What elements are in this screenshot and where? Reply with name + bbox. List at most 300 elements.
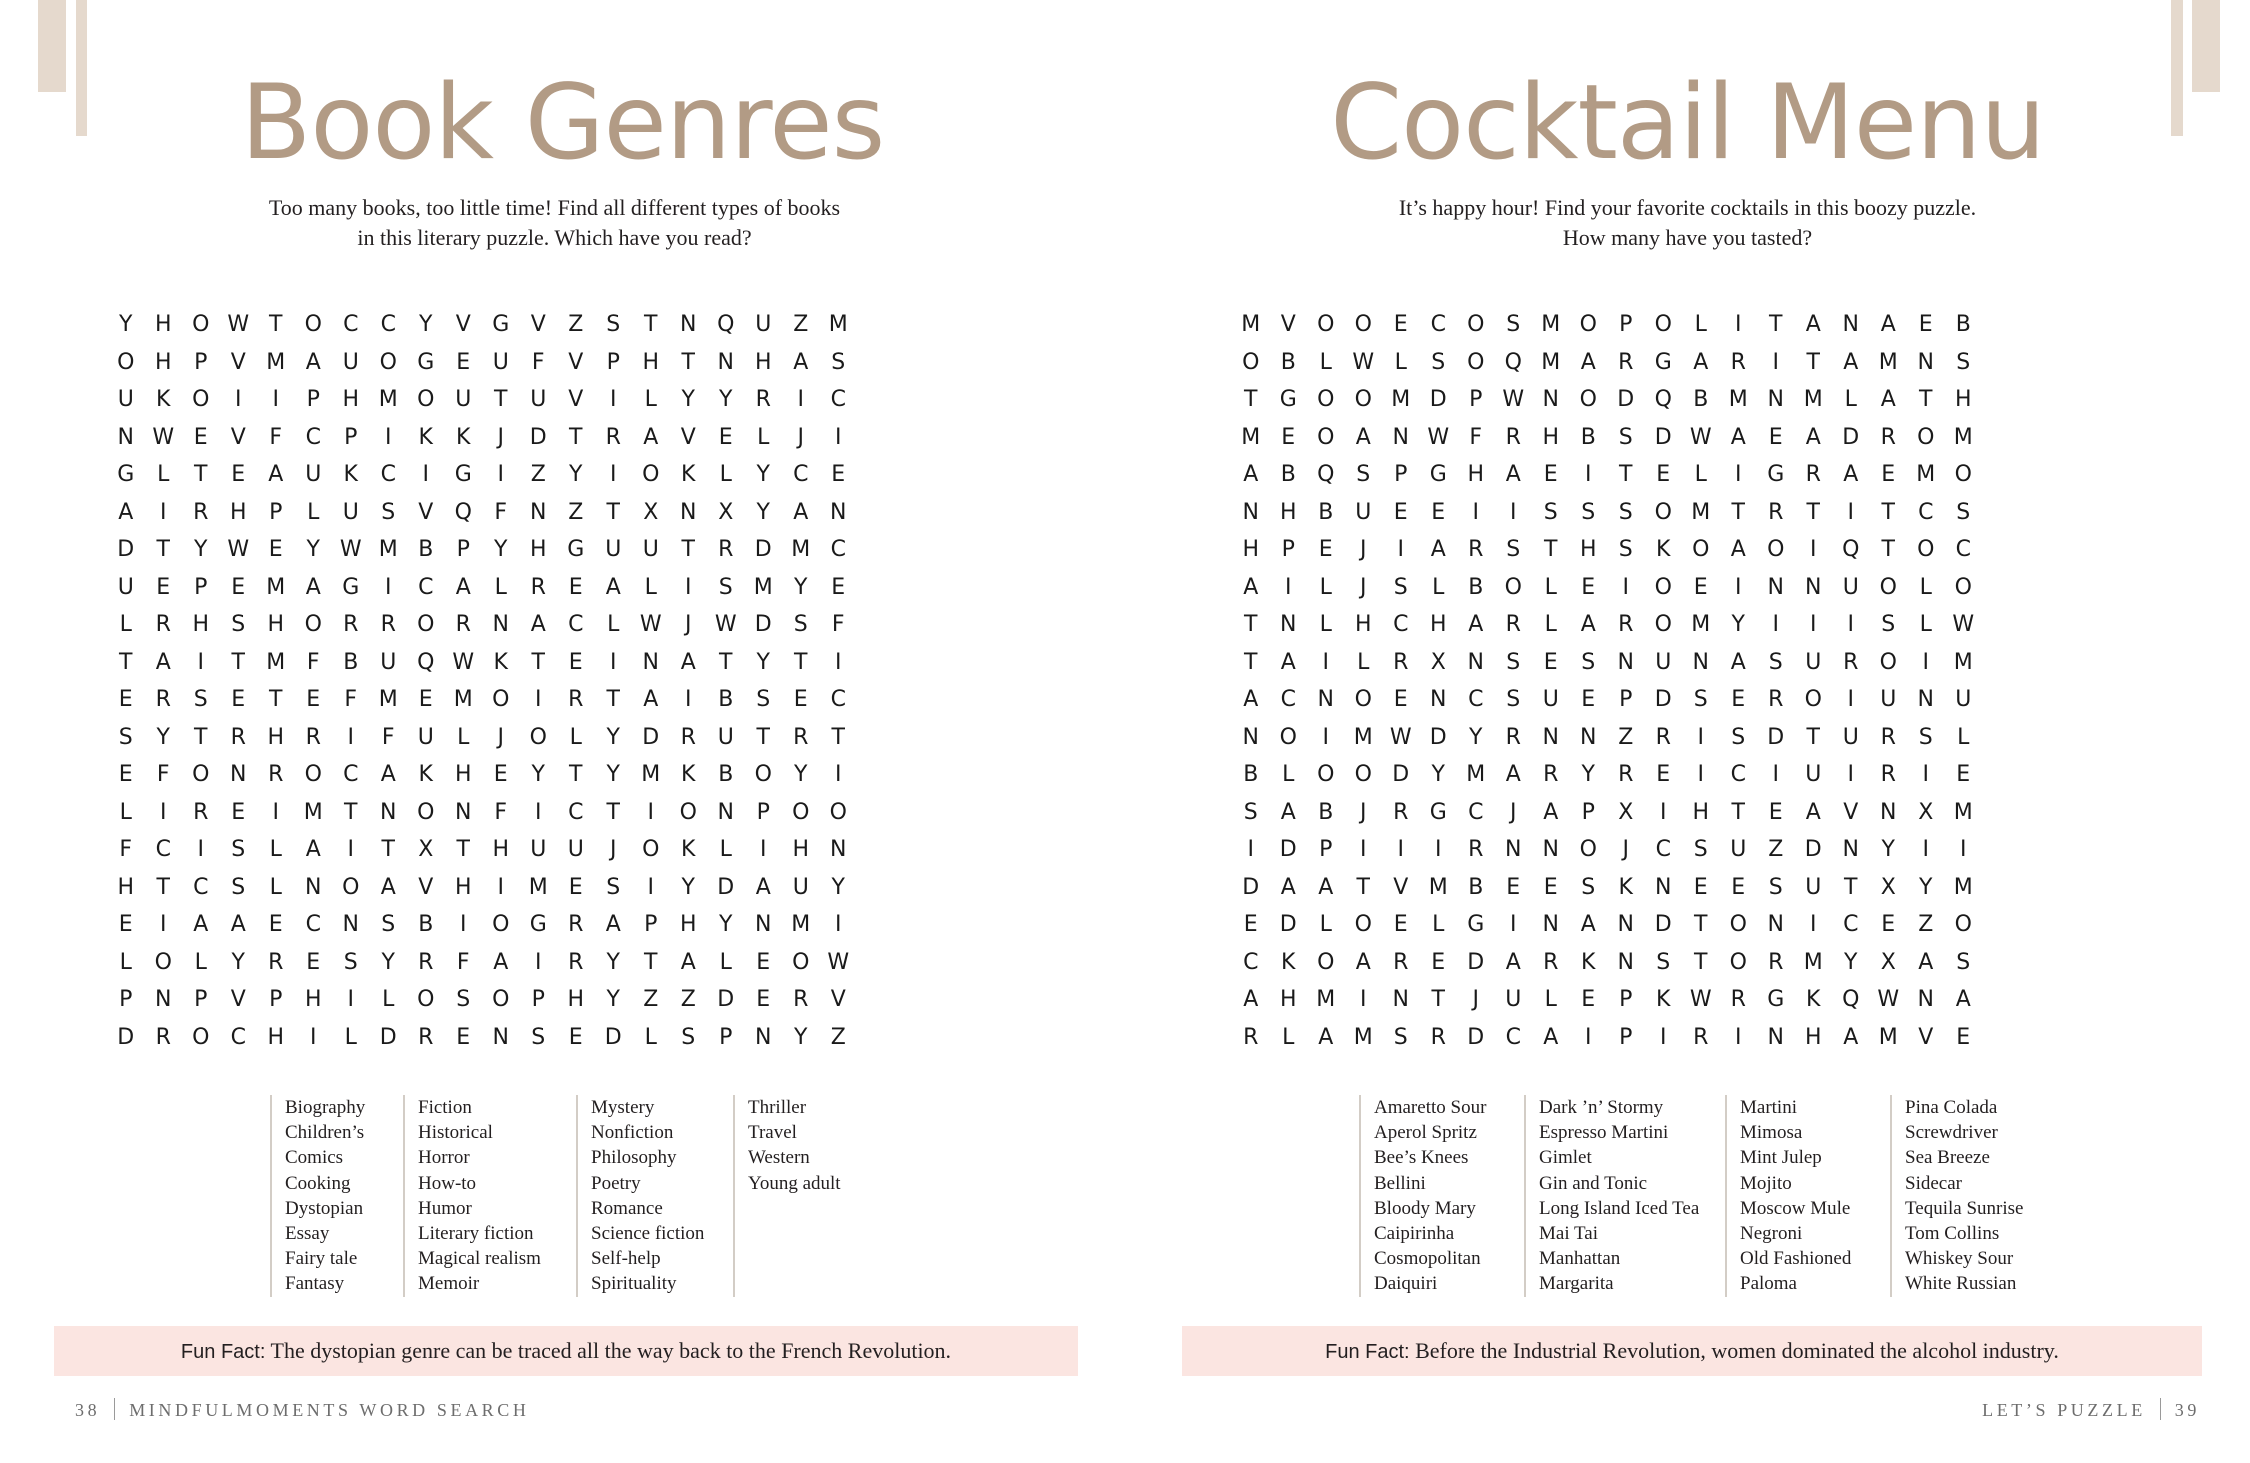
grid-letter[interactable]: W — [1502, 387, 1525, 412]
grid-letter[interactable]: O — [492, 987, 510, 1012]
grid-letter[interactable]: Q — [717, 312, 735, 337]
grid-letter[interactable]: F — [531, 349, 545, 375]
grid-letter[interactable]: M — [1391, 387, 1411, 412]
grid-letter[interactable]: X — [718, 499, 734, 525]
grid-letter[interactable]: U — [1880, 687, 1897, 712]
grid-letter[interactable]: C — [1430, 312, 1446, 337]
grid-letter[interactable]: I — [1735, 312, 1742, 337]
grid-letter[interactable]: O — [1579, 837, 1597, 862]
grid-letter[interactable]: G — [117, 462, 135, 487]
grid-letter[interactable]: C — [830, 537, 846, 562]
grid-letter[interactable]: E — [1543, 649, 1558, 675]
grid-letter[interactable]: R — [418, 949, 434, 975]
grid-letter[interactable]: H — [679, 912, 697, 937]
grid-letter[interactable]: O — [1354, 687, 1372, 712]
grid-letter[interactable]: O — [417, 799, 435, 825]
grid-letter[interactable]: M — [1691, 612, 1711, 637]
grid-letter[interactable]: I — [685, 687, 692, 712]
grid-letter[interactable]: D — [1467, 949, 1485, 975]
grid-letter[interactable]: T — [269, 687, 283, 712]
grid-letter[interactable]: A — [155, 649, 171, 675]
grid-letter[interactable]: E — [756, 987, 771, 1012]
grid-letter[interactable]: A — [793, 499, 809, 525]
grid-letter[interactable]: V — [230, 349, 246, 375]
grid-letter[interactable]: I — [1922, 649, 1929, 675]
grid-letter[interactable]: Q — [1654, 387, 1672, 412]
grid-letter[interactable]: M — [378, 387, 398, 412]
grid-letter[interactable]: D — [717, 874, 735, 900]
grid-letter[interactable]: Y — [1881, 837, 1895, 862]
grid-letter[interactable]: H — [1954, 387, 1972, 412]
grid-letter[interactable]: D — [1467, 1024, 1485, 1050]
grid-letter[interactable]: C — [1730, 762, 1746, 787]
grid-letter[interactable]: D — [1804, 837, 1822, 862]
grid-letter[interactable]: S — [1881, 612, 1896, 637]
grid-letter[interactable]: I — [347, 837, 354, 862]
grid-letter[interactable]: D — [529, 424, 547, 450]
grid-letter[interactable]: L — [194, 949, 207, 975]
grid-letter[interactable]: N — [380, 799, 397, 825]
grid-letter[interactable]: M — [791, 912, 811, 937]
grid-letter[interactable]: H — [792, 837, 810, 862]
grid-letter[interactable]: O — [1317, 762, 1335, 787]
grid-letter[interactable]: M — [266, 574, 286, 600]
grid-letter[interactable]: C — [568, 612, 584, 637]
grid-letter[interactable]: E — [118, 687, 133, 712]
grid-letter[interactable]: A — [1880, 387, 1896, 412]
grid-letter[interactable]: B — [1580, 424, 1596, 450]
grid-letter[interactable]: L — [1319, 912, 1332, 937]
grid-letter[interactable]: J — [497, 424, 504, 450]
grid-letter[interactable]: C — [155, 837, 171, 862]
grid-letter[interactable]: N — [755, 912, 772, 937]
grid-letter[interactable]: L — [119, 612, 132, 637]
grid-letter[interactable]: S — [1618, 499, 1633, 525]
grid-letter[interactable]: K — [418, 762, 433, 787]
grid-letter[interactable]: H — [1579, 537, 1597, 562]
grid-letter[interactable]: M — [303, 799, 323, 825]
grid-letter[interactable]: N — [642, 649, 659, 675]
grid-letter[interactable]: P — [719, 1024, 733, 1050]
grid-letter[interactable]: S — [1431, 349, 1446, 375]
grid-letter[interactable]: C — [1843, 912, 1859, 937]
grid-letter[interactable]: E — [831, 574, 846, 600]
grid-letter[interactable]: O — [754, 762, 772, 787]
grid-letter[interactable]: S — [1356, 462, 1371, 487]
grid-letter[interactable]: N — [1692, 649, 1709, 675]
grid-letter[interactable]: B — [1318, 799, 1334, 825]
grid-letter[interactable]: U — [1842, 724, 1859, 750]
grid-letter[interactable]: A — [1730, 537, 1746, 562]
grid-letter[interactable]: P — [1469, 387, 1483, 412]
grid-letter[interactable]: S — [718, 574, 733, 600]
grid-letter[interactable]: O — [792, 799, 810, 825]
grid-letter[interactable]: B — [718, 762, 734, 787]
grid-letter[interactable]: A — [680, 949, 696, 975]
grid-letter[interactable]: G — [1767, 462, 1785, 487]
grid-letter[interactable]: R — [1505, 724, 1521, 750]
grid-letter[interactable]: T — [1356, 874, 1370, 900]
grid-letter[interactable]: R — [305, 724, 321, 750]
grid-letter[interactable]: R — [193, 799, 209, 825]
grid-letter[interactable]: W — [1352, 349, 1375, 375]
grid-letter[interactable]: T — [794, 649, 808, 675]
word-search-grid[interactable] — [107, 306, 857, 1056]
grid-letter[interactable]: I — [1697, 762, 1704, 787]
grid-letter[interactable]: K — [1581, 949, 1596, 975]
grid-letter[interactable]: T — [1769, 312, 1783, 337]
grid-letter[interactable]: S — [1243, 799, 1258, 825]
grid-letter[interactable]: O — [417, 612, 435, 637]
grid-letter[interactable]: G — [529, 912, 547, 937]
grid-letter[interactable]: E — [456, 349, 471, 375]
grid-letter[interactable]: L — [1694, 462, 1707, 487]
grid-letter[interactable]: A — [380, 762, 396, 787]
grid-letter[interactable]: B — [1280, 349, 1296, 375]
grid-letter[interactable]: N — [717, 349, 734, 375]
grid-letter[interactable]: S — [381, 499, 396, 525]
grid-letter[interactable]: E — [568, 1024, 583, 1050]
grid-letter[interactable]: D — [1767, 724, 1785, 750]
grid-letter[interactable]: A — [1843, 349, 1859, 375]
grid-letter[interactable]: D — [1429, 387, 1447, 412]
grid-letter[interactable]: F — [1469, 424, 1483, 450]
grid-letter[interactable]: Q — [1504, 349, 1522, 375]
grid-letter[interactable]: H — [342, 387, 360, 412]
grid-letter[interactable]: O — [1954, 574, 1972, 600]
grid-letter[interactable]: L — [119, 799, 132, 825]
grid-letter[interactable]: A — [1580, 612, 1596, 637]
grid-letter[interactable]: E — [1393, 312, 1408, 337]
grid-letter[interactable]: A — [305, 574, 321, 600]
grid-letter[interactable]: H — [1279, 499, 1297, 525]
grid-letter[interactable]: F — [831, 612, 845, 637]
grid-letter[interactable]: O — [304, 312, 322, 337]
grid-letter[interactable]: H — [1804, 1024, 1822, 1050]
grid-letter[interactable]: A — [1693, 349, 1709, 375]
grid-letter[interactable]: T — [1881, 499, 1895, 525]
grid-letter[interactable]: Y — [794, 1024, 808, 1050]
grid-letter[interactable]: Q — [454, 499, 472, 525]
grid-letter[interactable]: O — [1242, 349, 1260, 375]
grid-letter[interactable]: I — [610, 387, 617, 412]
grid-letter[interactable]: T — [1881, 537, 1895, 562]
grid-letter[interactable]: C — [305, 424, 321, 450]
grid-letter[interactable]: M — [1541, 349, 1561, 375]
grid-letter[interactable]: O — [1579, 312, 1597, 337]
grid-letter[interactable]: S — [1581, 874, 1596, 900]
grid-letter[interactable]: D — [754, 537, 772, 562]
grid-letter[interactable]: C — [305, 912, 321, 937]
grid-letter[interactable]: D — [117, 537, 135, 562]
grid-letter[interactable]: U — [1805, 874, 1822, 900]
grid-letter[interactable]: D — [717, 987, 735, 1012]
grid-letter[interactable]: R — [1243, 1024, 1259, 1050]
grid-letter[interactable]: V — [568, 349, 584, 375]
grid-letter[interactable]: U — [567, 837, 584, 862]
grid-letter[interactable]: R — [1843, 649, 1859, 675]
grid-letter[interactable]: F — [344, 687, 358, 712]
grid-letter[interactable]: S — [793, 612, 808, 637]
grid-letter[interactable]: Q — [417, 649, 435, 675]
grid-letter[interactable]: J — [797, 424, 804, 450]
grid-letter[interactable]: Y — [231, 949, 245, 975]
grid-letter[interactable]: G — [1654, 349, 1672, 375]
grid-letter[interactable]: S — [1956, 949, 1971, 975]
grid-letter[interactable]: B — [1468, 874, 1484, 900]
grid-letter[interactable]: A — [455, 574, 471, 600]
grid-letter[interactable]: R — [155, 1024, 171, 1050]
grid-letter[interactable]: G — [454, 462, 472, 487]
grid-letter[interactable]: L — [644, 574, 657, 600]
grid-letter[interactable]: S — [231, 837, 246, 862]
grid-letter[interactable]: Y — [794, 574, 808, 600]
grid-letter[interactable]: A — [1243, 574, 1259, 600]
grid-letter[interactable]: Z — [680, 987, 696, 1012]
grid-letter[interactable]: Z — [643, 987, 659, 1012]
grid-letter[interactable]: L — [1282, 762, 1295, 787]
grid-letter[interactable]: F — [494, 499, 508, 525]
grid-letter[interactable]: E — [1543, 874, 1558, 900]
grid-letter[interactable]: E — [1768, 799, 1783, 825]
grid-letter[interactable]: W — [639, 612, 662, 637]
grid-letter[interactable]: E — [118, 762, 133, 787]
grid-letter[interactable]: O — [1467, 312, 1485, 337]
grid-letter[interactable]: P — [194, 349, 208, 375]
grid-letter[interactable]: Y — [719, 912, 733, 937]
grid-letter[interactable]: Z — [568, 499, 584, 525]
grid-letter[interactable]: C — [1918, 499, 1934, 525]
grid-letter[interactable]: G — [492, 312, 510, 337]
grid-letter[interactable]: L — [269, 874, 282, 900]
grid-letter[interactable]: D — [1392, 762, 1410, 787]
grid-letter[interactable]: L — [1694, 312, 1707, 337]
grid-letter[interactable]: O — [492, 687, 510, 712]
grid-letter[interactable]: A — [1243, 687, 1259, 712]
grid-letter[interactable]: C — [1468, 799, 1484, 825]
grid-letter[interactable]: S — [193, 687, 208, 712]
grid-letter[interactable]: N — [717, 799, 734, 825]
grid-letter[interactable]: I — [535, 949, 542, 975]
grid-letter[interactable]: A — [1355, 424, 1371, 450]
grid-letter[interactable]: N — [530, 499, 547, 525]
grid-letter[interactable]: R — [1618, 612, 1634, 637]
grid-letter[interactable]: R — [268, 762, 284, 787]
grid-letter[interactable]: J — [1360, 799, 1367, 825]
grid-letter[interactable]: N — [1767, 1024, 1784, 1050]
grid-letter[interactable]: I — [760, 837, 767, 862]
grid-letter[interactable]: E — [1881, 462, 1896, 487]
grid-letter[interactable]: N — [1392, 987, 1409, 1012]
grid-letter[interactable]: E — [568, 874, 583, 900]
grid-letter[interactable]: F — [381, 724, 395, 750]
grid-letter[interactable]: E — [193, 424, 208, 450]
grid-letter[interactable]: V — [230, 424, 246, 450]
grid-letter[interactable]: N — [1542, 912, 1559, 937]
grid-letter[interactable]: L — [1432, 574, 1445, 600]
grid-letter[interactable]: P — [344, 424, 358, 450]
grid-letter[interactable]: E — [1318, 537, 1333, 562]
grid-letter[interactable]: A — [1243, 987, 1259, 1012]
grid-letter[interactable]: L — [1357, 649, 1370, 675]
grid-letter[interactable]: T — [681, 349, 695, 375]
grid-letter[interactable]: L — [607, 612, 620, 637]
grid-letter[interactable]: U — [380, 649, 397, 675]
grid-letter[interactable]: R — [1468, 537, 1484, 562]
grid-letter[interactable]: V — [568, 387, 584, 412]
grid-letter[interactable]: H — [567, 987, 585, 1012]
grid-letter[interactable]: F — [269, 424, 283, 450]
grid-letter[interactable]: J — [1622, 837, 1629, 862]
grid-letter[interactable]: U — [417, 724, 434, 750]
grid-letter[interactable]: N — [1542, 724, 1559, 750]
grid-letter[interactable]: M — [753, 574, 773, 600]
grid-letter[interactable]: I — [1660, 1024, 1667, 1050]
grid-letter[interactable]: O — [679, 799, 697, 825]
grid-letter[interactable]: T — [1544, 537, 1558, 562]
grid-letter[interactable]: S — [531, 1024, 546, 1050]
grid-letter[interactable]: T — [156, 537, 170, 562]
grid-letter[interactable]: Y — [494, 537, 508, 562]
grid-letter[interactable]: A — [1730, 424, 1746, 450]
grid-letter[interactable]: A — [1843, 1024, 1859, 1050]
grid-letter[interactable]: C — [568, 799, 584, 825]
grid-letter[interactable]: H — [229, 499, 247, 525]
grid-letter[interactable]: E — [756, 949, 771, 975]
grid-letter[interactable]: V — [1843, 799, 1859, 825]
grid-letter[interactable]: Y — [1431, 762, 1445, 787]
grid-letter[interactable]: Y — [156, 724, 170, 750]
grid-letter[interactable]: E — [268, 912, 283, 937]
grid-letter[interactable]: O — [1354, 387, 1372, 412]
grid-letter[interactable]: I — [1697, 724, 1704, 750]
grid-letter[interactable]: M — [378, 687, 398, 712]
grid-letter[interactable]: T — [756, 724, 770, 750]
grid-letter[interactable]: W — [1952, 612, 1975, 637]
grid-letter[interactable]: C — [193, 874, 209, 900]
grid-letter[interactable]: Y — [794, 762, 808, 787]
grid-letter[interactable]: N — [1617, 912, 1634, 937]
grid-letter[interactable]: C — [343, 762, 359, 787]
grid-letter[interactable]: N — [1505, 837, 1522, 862]
grid-letter[interactable]: H — [754, 349, 772, 375]
grid-letter[interactable]: M — [1953, 874, 1973, 900]
grid-letter[interactable]: H — [154, 349, 172, 375]
grid-letter[interactable]: E — [118, 912, 133, 937]
grid-letter[interactable]: E — [1956, 1024, 1971, 1050]
grid-letter[interactable]: M — [266, 649, 286, 675]
grid-letter[interactable]: H — [1354, 612, 1372, 637]
grid-letter[interactable]: R — [1468, 837, 1484, 862]
grid-letter[interactable]: T — [719, 649, 733, 675]
grid-letter[interactable]: F — [119, 837, 133, 862]
grid-letter[interactable]: S — [1693, 837, 1708, 862]
grid-letter[interactable]: O — [1654, 312, 1672, 337]
grid-letter[interactable]: T — [1731, 799, 1745, 825]
grid-letter[interactable]: T — [1431, 987, 1445, 1012]
grid-letter[interactable]: O — [417, 987, 435, 1012]
grid-letter[interactable]: H — [267, 724, 285, 750]
grid-letter[interactable]: N — [680, 312, 697, 337]
grid-letter[interactable]: A — [605, 574, 621, 600]
grid-letter[interactable]: I — [272, 387, 279, 412]
grid-letter[interactable]: V — [680, 424, 696, 450]
grid-letter[interactable]: O — [1729, 949, 1747, 975]
grid-letter[interactable]: A — [605, 912, 621, 937]
grid-letter[interactable]: C — [343, 312, 359, 337]
grid-letter[interactable]: X — [643, 499, 659, 525]
grid-letter[interactable]: I — [835, 649, 842, 675]
grid-letter[interactable]: N — [342, 912, 359, 937]
grid-letter[interactable]: N — [455, 799, 472, 825]
grid-letter[interactable]: G — [1429, 462, 1447, 487]
grid-letter[interactable]: N — [1617, 949, 1634, 975]
grid-letter[interactable]: Y — [756, 462, 770, 487]
grid-letter[interactable]: M — [1466, 762, 1486, 787]
grid-letter[interactable]: L — [1394, 349, 1407, 375]
grid-letter[interactable]: S — [1618, 424, 1633, 450]
grid-letter[interactable]: N — [305, 874, 322, 900]
grid-letter[interactable]: M — [528, 874, 548, 900]
grid-letter[interactable]: A — [193, 912, 209, 937]
grid-letter[interactable]: D — [1617, 387, 1635, 412]
grid-letter[interactable]: T — [681, 537, 695, 562]
grid-letter[interactable]: E — [793, 687, 808, 712]
grid-letter[interactable]: E — [1656, 462, 1671, 487]
grid-letter[interactable]: P — [1319, 837, 1333, 862]
grid-letter[interactable]: Y — [1731, 612, 1745, 637]
grid-letter[interactable]: W — [714, 612, 737, 637]
grid-letter[interactable]: B — [718, 687, 734, 712]
grid-letter[interactable]: E — [1656, 762, 1671, 787]
grid-letter[interactable]: A — [1318, 1024, 1334, 1050]
grid-letter[interactable]: V — [455, 312, 471, 337]
grid-letter[interactable]: L — [307, 499, 320, 525]
grid-letter[interactable]: R — [1430, 1024, 1446, 1050]
grid-letter[interactable]: C — [1655, 837, 1671, 862]
grid-letter[interactable]: U — [1730, 837, 1747, 862]
grid-letter[interactable]: D — [1654, 687, 1672, 712]
grid-letter[interactable]: Y — [606, 724, 620, 750]
grid-letter[interactable]: T — [1806, 349, 1820, 375]
grid-letter[interactable]: N — [680, 499, 697, 525]
grid-letter[interactable]: E — [1581, 987, 1596, 1012]
grid-letter[interactable]: L — [344, 1024, 357, 1050]
grid-letter[interactable]: D — [1242, 874, 1260, 900]
grid-letter[interactable]: O — [1767, 537, 1785, 562]
grid-letter[interactable]: Z — [1618, 724, 1634, 750]
grid-letter[interactable]: N — [1542, 387, 1559, 412]
grid-letter[interactable]: M — [1953, 799, 1973, 825]
grid-letter[interactable]: T — [1806, 499, 1820, 525]
grid-letter[interactable]: C — [418, 574, 434, 600]
grid-letter[interactable]: Q — [1317, 462, 1335, 487]
grid-letter[interactable]: O — [117, 349, 135, 375]
grid-letter[interactable]: N — [1880, 799, 1897, 825]
grid-letter[interactable]: W — [227, 537, 250, 562]
grid-letter[interactable]: Y — [1581, 762, 1595, 787]
grid-letter[interactable]: T — [269, 312, 283, 337]
grid-letter[interactable]: R — [1768, 687, 1784, 712]
grid-letter[interactable]: I — [1585, 1024, 1592, 1050]
grid-letter[interactable]: V — [830, 987, 846, 1012]
grid-letter[interactable]: X — [1880, 949, 1896, 975]
grid-letter[interactable]: H — [1467, 462, 1485, 487]
grid-letter[interactable]: N — [1542, 837, 1559, 862]
grid-letter[interactable]: O — [1654, 574, 1672, 600]
grid-letter[interactable]: Y — [1919, 874, 1933, 900]
grid-letter[interactable]: E — [418, 687, 433, 712]
